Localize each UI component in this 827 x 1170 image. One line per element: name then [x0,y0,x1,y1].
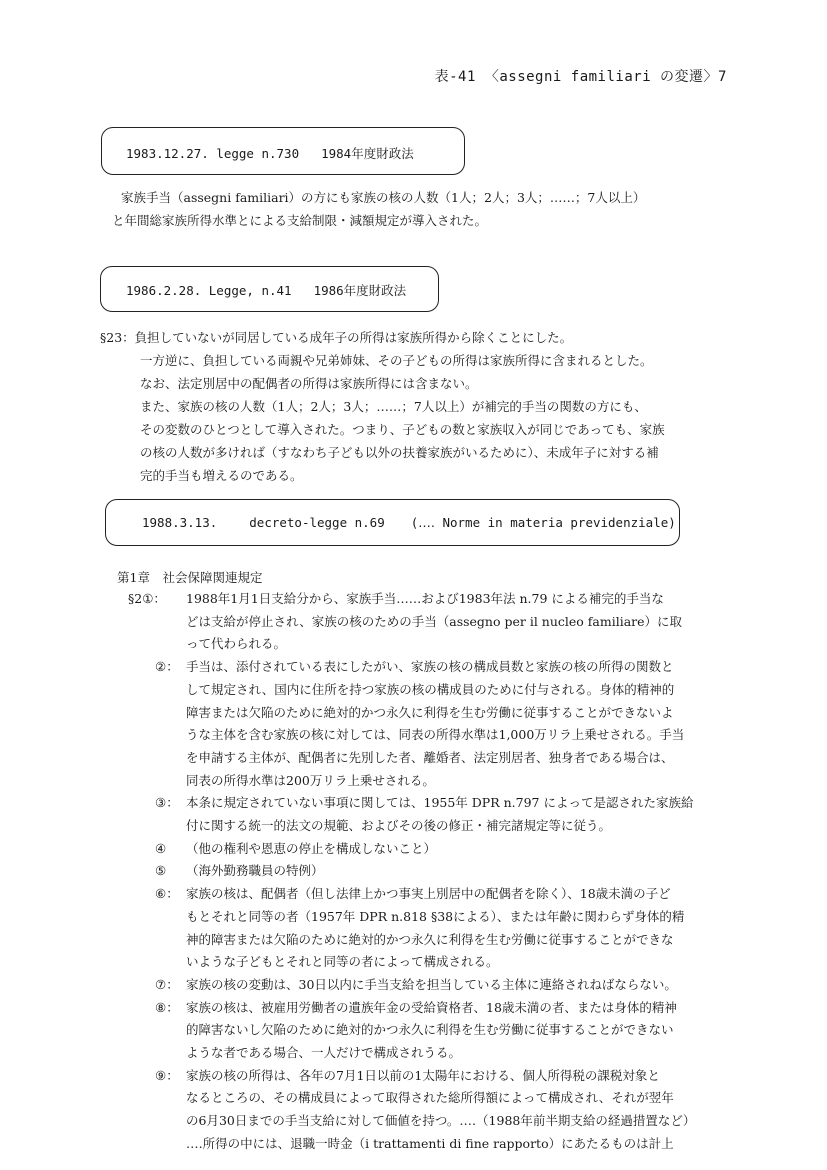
text-line: 家族の核は、配偶者（但し法律上かつ事実上別居中の配偶者を除く）、18歳未満の子ど [186,886,671,902]
text-line: ‥‥所得の中には、退職一時金（i trattamenti di fine rapporto）にあたるものは計上 [186,1135,674,1151]
article-item [128,974,695,997]
text-line: また、家族の核の人数（1人；2人；3人；‥‥‥；7人以上）が補完的手当の関数の方にも、 [140,399,647,414]
text-line [100,326,665,349]
text-line: なお、法定別居中の配偶者の所得は家族所得には含まない。 [140,376,478,391]
text-line: ような者である場合、一人だけで構成されうる。 [186,1045,462,1061]
section-23 [100,326,665,487]
item-number: ③： [155,795,179,811]
law-box-1986 [100,266,439,312]
chapter-heading: 第1章 社会保障関連規定 [117,570,263,585]
item-number: ⑨： [155,1067,179,1083]
item-number: §2①： [128,591,166,606]
law-subtitle: (‥‥ Norme in materia previdenziale) [410,515,676,530]
text-line: いような子どもとそれと同等の者によって構成される。 [186,954,499,970]
paragraph-1983 [112,186,646,232]
text-line: 一方逆に、負担している両親や兄弟姉妹、その子どもの所得は家族所得に含まれるとした。 [140,353,653,368]
text-line: その変数のひとつとして導入された。つまり、子どもの数と家族収入が同じであっても、家族 [140,422,665,437]
text-line: （他の権利や恩恵の停止を構成しないこと） [186,840,437,856]
text-line: 負担していないが同居している成年子の所得は家族所得から除くことにした。 [134,330,573,345]
article-item [128,838,695,861]
text-line: 的障害ないし欠陥のために絶対的かつ永久に利得を生む労働に従事することができない [186,1022,674,1038]
law-name: decreto-legge n.69 [249,515,385,530]
page-header: 表-41 〈assegni familiari の変遷〉7 [434,69,727,85]
text-line: の核の人数が多ければ（すなわち子ども以外の扶養家族がいるために）、未成年子に対する補 [140,445,659,460]
law-box-1988 [105,499,680,546]
item-number: ⑥： [155,886,179,902]
text-line: 障害または欠陥のために絶対的かつ永久に利得を生む労働に従事することができないよ [186,704,674,720]
text-line: 神的障害または欠陥のために絶対的かつ永久に利得を生む労働に従事することができな [186,931,674,947]
text-line: なるところの、その構成員によって取得された総所得額によって構成され、それが翌年 [186,1090,674,1106]
text-line: （海外勤務職員の特例） [186,863,324,879]
section-label: §23： [100,330,135,345]
law-date: 1986.2.28. Legge, n.41 [126,283,292,298]
text-line: 家族の核は、被雇用労働者の遺族年金の受給資格者、18歳未満の者、または身体的精神 [186,999,677,1015]
article-items [128,588,695,1156]
item-number: ④ [155,840,167,856]
article-item [128,860,695,883]
law-date: 1988.3.13. [142,515,218,530]
text-line: って代わられる。 [186,636,287,652]
text-line: して規定され、国内に住所を持つ家族の核の構成員のために付与される。身体的精神的 [186,681,675,697]
text-line: を申請する主体が、配偶者に先別した者、離婚者、法定別居者、独身者である場合は、 [186,749,674,765]
text-line: 付に関する統一的法文の規範、およびその後の修正・補完諸規定等に従う。 [186,818,612,834]
text-line: と年間総家族所得水準とによる支給制限・減額規定が導入された。 [112,213,488,228]
law-date: 1983.12.27. legge n.730 [126,146,300,161]
article-item [128,997,695,1065]
text-line: 1988年1月1日支給分から、家族手当……および1983年法 n.79 による補完的手当な [186,591,664,606]
text-line: の6月30日までの手当支給に対して価値を持つ。‥‥（1988年前半期支給の経過措置など） [186,1113,696,1129]
article-item [128,588,695,656]
text-line: 家族の核の所得は、各年の7月1日以前の1太陽年における、個人所得税の課税対象と [186,1067,660,1083]
article-item [128,656,695,792]
text-line: どは支給が停止され、家族の核のための手当（assegno per il nucleo familiare）に取 [186,613,683,629]
text-line: うな主体を含む家族の核に対しては、同表の所得水準は1,000万リラ上乗せされる。手当 [186,727,685,743]
text-line: 完的手当も増えるのである。 [140,468,303,483]
text-line: 家族手当（assegni familiari）の方にも家族の核の人数（1人；2人；3人；‥‥‥；7人以上） [121,190,646,205]
article-item [128,1065,695,1156]
text-line: もとそれと同等の者（1957年 DPR n.818 §38による）、または年齢に関わらず身体的精 [186,908,685,924]
law-box-1983 [101,127,465,175]
item-number: ⑧： [155,999,179,1015]
item-number: ⑤ [155,863,167,879]
law-name: 1984年度財政法 [321,146,414,161]
item-number: ⑦： [155,976,179,992]
text-line: 家族の核の変動は、30日以内に手当支給を担当している主体に連絡されねばならない。 [186,976,677,992]
text-line: 同表の所得水準は200万リラ上乗せされる。 [186,772,435,788]
article-item [128,792,695,837]
text-line: 手当は、添付されている表にしたがい、家族の核の構成員数と家族の核の所得の関数と [186,659,674,675]
article-item [128,883,695,974]
item-number: ②： [155,659,179,675]
text-line: 本条に規定されていない事項に関しては、1955年 DPR n.797 によって是認された家族給 [186,795,694,811]
law-name: 1986年度財政法 [313,283,407,298]
